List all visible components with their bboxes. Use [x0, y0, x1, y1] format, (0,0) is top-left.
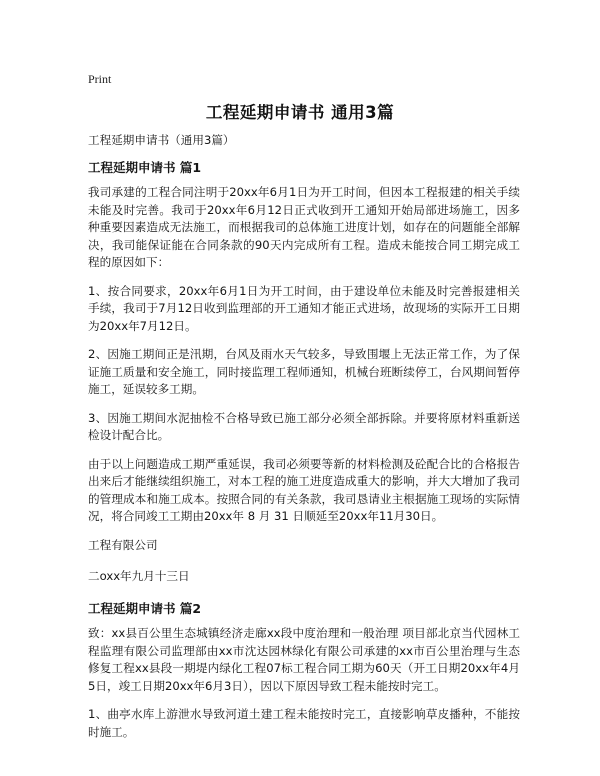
print-label: Print	[88, 72, 112, 86]
document-title: 工程延期申请书 通用3篇	[205, 103, 395, 122]
paragraph: 1、曲亭水库上游泄水导致河道土建工程未能按时完工，直接影响草皮播种，不能按时施工。	[88, 707, 520, 739]
document-subtitle: 工程延期申请书（通用3篇）	[88, 133, 235, 147]
sign-company: 工程有限公司	[88, 537, 158, 552]
section-heading-2: 工程延期申请书 篇2	[88, 600, 202, 616]
paragraph: 致：xx县百公里生态城镇经济走廊xx段中度治理和一般治理 项目部北京当代园林工程监理有限公司监理部由xx市沈达园林绿化有限公司承建的xx市百公里治理与生态修复工程xx县段一期堤内绿化工程07标工程合同工期为60天（开工日期20xx年4月5日，竣工日期20xx年6月3日），因以下原因导致工程未能按时完工。	[88, 626, 520, 693]
paragraph: 3、因施工期间水泥抽检不合格导致已施工部分必须全部拆除。并要将原材料重新送检设计配合比。	[88, 410, 520, 442]
paragraph: 我司承建的工程合同注明于20xx年6月1日为开工时间，但因本工程报建的相关手续未能及时完善。我司于20xx年6月12日正式收到开工通知开始局部进场施工，因多种重要因素造成无法施工，而根据我司的总体施工进度计划，如存在的问题能全部解决，我司能保证能在合同条款的90天内完成所有工程。造成未能按合同工期完成工程的原因如下：	[88, 185, 520, 269]
paragraph: 1、按合同要求，20xx年6月1日为开工时间，由于建设单位未能及时完善报建相关手续，我司于7月12日收到监理部的开工通知才能正式进场，故现场的实际开工日期为20xx年7月12日。	[88, 283, 520, 333]
paragraph: 由于以上问题造成工期严重延误，我司必须要等新的材料检测及砼配合比的合格报告出来后才能继续组织施工，对本工程的施工进度造成重大的影响，并大大增加了我司的管理成本和施工成本。按照合同的有关条款，我司恳请业主根据施工现场的实际情况，将合同竣工工期由20xx年 8 月 31 日顺延至20xx年11月30日。	[88, 456, 520, 523]
section-heading-1: 工程延期申请书 篇1	[88, 159, 202, 175]
sign-date: 二oxx年九月十三日	[88, 569, 190, 583]
paragraph: 2、因施工期间正是汛期，台风及雨水天气较多，导致围堰上无法正常工作，为了保证施工质量和安全施工，同时接监理工程师通知，机械台班断续停工，台风期间暂停施工，延误较多工期。	[88, 347, 520, 396]
document-body	[88, 132, 520, 752]
